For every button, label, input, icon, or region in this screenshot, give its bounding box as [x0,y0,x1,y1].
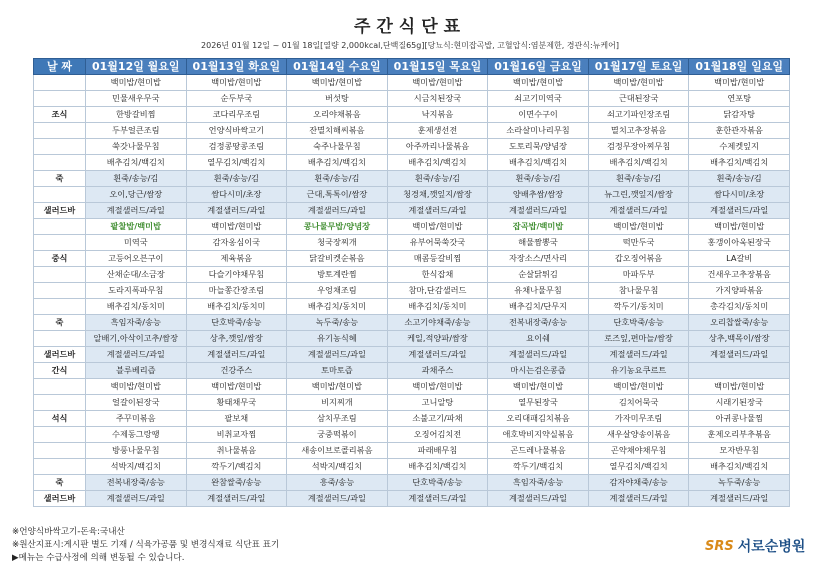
lunch-salad-cell: 계절샐러드/과일 [488,347,589,363]
dinner-menu-cell: 수제동그랑땡 [86,427,187,443]
lunch-menu-cell: 콩나물무밥/양념장 [287,219,388,235]
lunch-menu-cell: 배추김치/동치미 [287,299,388,315]
dinner-porridge-cell: 흥죽/송능 [287,475,388,491]
dinner-salad-cell: 계절샐러드/과일 [287,491,388,507]
lunch-menu-row [34,235,790,251]
lunch-menu-cell: 한식잡채 [387,267,488,283]
row-label-empty [34,283,86,299]
lunch-salad-extra-cell: 알배기,아삭이고추/쌈장 [86,331,187,347]
lunch-salad-extra-cell: 로즈잎,편마늘/쌈장 [588,331,689,347]
lunch-salad-cell: 계절샐러드/과일 [588,347,689,363]
lunch-menu-cell: 배추김치/동치미 [387,299,488,315]
lunch-menu-cell: 청국장찌개 [287,235,388,251]
lunch-menu-cell: LA갈비 [689,251,790,267]
lunch-menu-cell: 총각김치/동치미 [689,299,790,315]
lunch-menu-cell: 마파두부 [588,267,689,283]
row-label-empty [34,123,86,139]
breakfast-menu-cell: 낙지볶음 [387,107,488,123]
dinner-menu-cell: 주꾸미볶음 [86,411,187,427]
dinner-menu-cell: 곤약채야채무침 [588,443,689,459]
breakfast-salad-extra-cell: 쌈다시미/초장 [689,187,790,203]
dinner-porridge-cell: 감자야채죽/송능 [588,475,689,491]
dinner-porridge-cell: 녹두죽/송능 [689,475,790,491]
dinner-menu-cell: 오리대패김치볶음 [488,411,589,427]
breakfast-menu-cell: 도토리묵/양념장 [488,139,589,155]
dinner-menu-row [34,459,790,475]
lunch-porridge-cell: 흑임자죽/송능 [86,315,187,331]
row-label-empty [34,459,86,475]
snack-cell: 마시는검은콩즙 [488,363,589,379]
row-label-empty [34,219,86,235]
dinner-menu-cell: 아귀콩나물찜 [689,411,790,427]
lunch-menu-cell: 백미밥/현미밥 [588,219,689,235]
lunch-salad-cell: 계절샐러드/과일 [287,347,388,363]
dinner-menu-cell: 애호박비지약실볶음 [488,427,589,443]
lunch-porridge-cell: 전복내장죽/송능 [488,315,589,331]
snack-cell [689,363,790,379]
lunch-menu-cell: 잡곡밥/백미밥 [488,219,589,235]
lunch-menu-cell: 유부어묵쑥갓국 [387,235,488,251]
lunch-menu-cell: 백미밥/현미밥 [186,219,287,235]
header-row [34,59,790,75]
hospital-logo [705,536,805,556]
lunch-salad-extra-cell: 요이쉐 [488,331,589,347]
breakfast-menu-cell: 연포탕 [689,91,790,107]
lunch-salad-extra-cell: 상추,깻잎/쌈장 [186,331,287,347]
breakfast-menu-cell: 한방갈비찜 [86,107,187,123]
breakfast-salad-extra-cell: 근대,톡톡이/쌈장 [287,187,388,203]
lunch-porridge-label: 죽 [34,315,86,331]
breakfast-menu-cell: 백미밥/현미밥 [689,75,790,91]
lunch-menu-cell: 참나물무침 [588,283,689,299]
breakfast-menu-cell: 백미밥/현미밥 [186,75,287,91]
lunch-porridge-cell: 소고기야채죽/송능 [387,315,488,331]
dinner-menu-row [34,427,790,443]
dinner-menu-cell: 백미밥/현미밥 [86,379,187,395]
snack-label: 간식 [34,363,86,379]
lunch-menu-cell: 마늘쫑간장조림 [186,283,287,299]
breakfast-porridge-cell: 흰죽/송능/김 [186,171,287,187]
row-label-empty [34,395,86,411]
lunch-label: 중식 [34,251,86,267]
breakfast-porridge-label: 죽 [34,171,86,187]
lunch-menu-cell: 우엉채조림 [287,283,388,299]
dinner-menu-cell: 소불고기/파채 [387,411,488,427]
breakfast-menu-cell: 언양식바싹고기 [186,123,287,139]
lunch-menu-cell: 배추김치/단무지 [488,299,589,315]
lunch-menu-cell: 매콤등갈비찜 [387,251,488,267]
breakfast-porridge-cell: 흰죽/송능/김 [387,171,488,187]
date-corner-header: 날 짜 [34,59,86,75]
dinner-menu-cell: 백미밥/현미밥 [689,379,790,395]
snack-cell: 유기농요쿠르트 [588,363,689,379]
lunch-salad-cell: 계절샐러드/과일 [387,347,488,363]
dinner-menu-cell: 비취교자찜 [186,427,287,443]
dinner-menu-row [34,379,790,395]
lunch-menu-cell: 도라지폭파무침 [86,283,187,299]
page-title: 주간식단표 [353,17,467,37]
breakfast-menu-cell: 숙주나물무침 [287,139,388,155]
breakfast-salad-extra-cell: 오이,당근/쌈장 [86,187,187,203]
dinner-menu-cell: 깍두기/백김치 [186,459,287,475]
dinner-menu-cell: 파래배무침 [387,443,488,459]
dinner-menu-row [34,411,790,427]
lunch-menu-cell: 다슬기야채무침 [186,267,287,283]
breakfast-salad-extra-row [34,187,790,203]
lunch-menu-row [34,219,790,235]
lunch-menu-cell: 유채나물무침 [488,283,589,299]
breakfast-menu-cell: 순두부국 [186,91,287,107]
lunch-porridge-cell: 녹두죽/송능 [287,315,388,331]
breakfast-porridge-row [34,171,790,187]
dinner-menu-cell: 방풍나물무침 [86,443,187,459]
breakfast-salad-cell: 계절샐러드/과일 [488,203,589,219]
breakfast-salad-label: 샐러드바 [34,203,86,219]
row-label-empty [34,91,86,107]
dinner-menu-cell: 곤드레나물볶음 [488,443,589,459]
row-label-empty [34,139,86,155]
dinner-porridge-label: 죽 [34,475,86,491]
logo-mark-icon: SRS [705,538,734,554]
breakfast-menu-cell: 백미밥/현미밥 [86,75,187,91]
breakfast-menu-cell: 백미밥/현미밥 [387,75,488,91]
lunch-menu-cell: 배추김치/동치미 [86,299,187,315]
dinner-salad-cell: 계절샐러드/과일 [387,491,488,507]
breakfast-salad-extra-cell: 뉴그린,깻잎지/쌈장 [588,187,689,203]
breakfast-menu-cell: 오리야채볶음 [287,107,388,123]
dinner-menu-cell: 깍두기/백김치 [488,459,589,475]
dinner-menu-cell: 열무된장국 [488,395,589,411]
breakfast-salad-extra-cell: 쌈다시미/초장 [186,187,287,203]
lunch-menu-row [34,251,790,267]
breakfast-menu-cell: 열무김치/백김치 [186,155,287,171]
lunch-porridge-cell: 단호박죽/송능 [186,315,287,331]
row-label-empty [34,299,86,315]
lunch-salad-extra-cell: 유기농식혜 [287,331,388,347]
dinner-menu-cell: 백미밥/현미밥 [387,379,488,395]
snack-cell: 블루베리즙 [86,363,187,379]
dinner-menu-cell: 황태채무국 [186,395,287,411]
row-label-empty [34,155,86,171]
dinner-menu-cell: 배추김치/백김치 [689,459,790,475]
breakfast-menu-cell: 백미밥/현미밥 [287,75,388,91]
breakfast-salad-cell: 계절샐러드/과일 [186,203,287,219]
lunch-menu-row [34,283,790,299]
lunch-menu-row [34,299,790,315]
breakfast-menu-cell: 쑥갓나물무침 [86,139,187,155]
dinner-menu-cell: 열무김치/백김치 [588,459,689,475]
day-header-fri: 01월16일 금요일 [488,59,589,75]
breakfast-menu-cell: 버섯탕 [287,91,388,107]
breakfast-menu-cell: 근대된장국 [588,91,689,107]
row-label-empty [34,235,86,251]
lunch-salad-row [34,347,790,363]
dinner-menu-cell: 비지찌개 [287,395,388,411]
breakfast-porridge-cell: 흰죽/송능/김 [86,171,187,187]
dinner-salad-row [34,491,790,507]
lunch-menu-cell: 갑오징어볶음 [588,251,689,267]
lunch-menu-cell: 팥찰밥/백미밥 [86,219,187,235]
breakfast-menu-cell: 잔멸치해씨볶음 [287,123,388,139]
breakfast-menu-cell: 두부얼큰조림 [86,123,187,139]
breakfast-menu-cell: 닭감자탕 [689,107,790,123]
breakfast-menu-cell: 이면수구이 [488,107,589,123]
breakfast-menu-row [34,107,790,123]
day-header-sat: 01월17일 토요일 [588,59,689,75]
lunch-salad-extra-cell: 케일,적양파/쌈장 [387,331,488,347]
dinner-porridge-cell: 흑임자죽/송능 [488,475,589,491]
dinner-menu-cell: 백미밥/현미밥 [287,379,388,395]
row-label-empty [34,75,86,91]
lunch-porridge-row [34,315,790,331]
breakfast-menu-cell: 백미밥/현미밥 [488,75,589,91]
breakfast-menu-cell: 검정무장아찌무침 [588,139,689,155]
dinner-menu-cell: 오징어김치전 [387,427,488,443]
breakfast-salad-cell: 계절샐러드/과일 [689,203,790,219]
breakfast-menu-cell: 쇠고기파인장조림 [588,107,689,123]
dinner-menu-cell: 배추김치/백김치 [387,459,488,475]
breakfast-salad-cell: 계절샐러드/과일 [86,203,187,219]
dinner-menu-cell: 새송이브로콜리볶음 [287,443,388,459]
row-label-empty [34,187,86,203]
dinner-menu-cell: 삼치무조림 [287,411,388,427]
dinner-menu-cell: 고니알탕 [387,395,488,411]
breakfast-menu-cell: 배추김치/백김치 [488,155,589,171]
lunch-menu-cell: 배추김치/동치미 [186,299,287,315]
lunch-menu-cell: 산채순대/소금장 [86,267,187,283]
breakfast-menu-cell: 배추김치/백김치 [588,155,689,171]
lunch-menu-cell: 닭갈비켓순볶음 [287,251,388,267]
dinner-salad-cell: 계절샐러드/과일 [588,491,689,507]
lunch-menu-cell: 백미밥/현미밥 [387,219,488,235]
lunch-menu-cell: 해물짬뽕국 [488,235,589,251]
lunch-menu-cell: 홍갱이아욱된장국 [689,235,790,251]
breakfast-menu-row [34,155,790,171]
dinner-salad-cell: 계절샐러드/과일 [488,491,589,507]
lunch-menu-cell: 순살닭튀김 [488,267,589,283]
breakfast-menu-row [34,123,790,139]
breakfast-salad-cell: 계절샐러드/과일 [287,203,388,219]
row-label-empty [34,427,86,443]
breakfast-porridge-cell: 흰죽/송능/김 [287,171,388,187]
lunch-salad-extra-row [34,331,790,347]
dinner-menu-cell: 궁중떡볶이 [287,427,388,443]
breakfast-porridge-cell: 흰죽/송능/김 [588,171,689,187]
lunch-menu-cell: 자장소스/면사리 [488,251,589,267]
breakfast-menu-cell: 검정콩땅콩조림 [186,139,287,155]
breakfast-menu-cell: 민물새우무국 [86,91,187,107]
row-label-empty [34,443,86,459]
day-header-wed: 01월14일 수요일 [287,59,388,75]
breakfast-salad-cell: 계절샐러드/과일 [387,203,488,219]
lunch-menu-cell: 참마,단감샐러드 [387,283,488,299]
breakfast-menu-cell: 훈한관자볶음 [689,123,790,139]
snack-row [34,363,790,379]
lunch-menu-row [34,267,790,283]
logo-text: 서로순병원 [737,539,806,555]
breakfast-porridge-cell: 흰죽/송능/김 [488,171,589,187]
dinner-porridge-cell: 단호박죽/송능 [387,475,488,491]
lunch-porridge-cell: 단호박죽/송능 [588,315,689,331]
breakfast-menu-cell: 배추김치/백김치 [387,155,488,171]
dinner-menu-row [34,395,790,411]
page-subtitle: 2026년 01월 12일 ~ 01월 18일[열량 2,000kcal,단백질65g][당뇨식:현미잡곡밥, 고혈압식:염분제한, 경관식:뉴케어] [201,41,619,50]
dinner-label: 석식 [34,411,86,427]
dinner-menu-row [34,443,790,459]
dinner-menu-cell: 석박지/백김치 [287,459,388,475]
lunch-salad-cell: 계절샐러드/과일 [86,347,187,363]
dinner-menu-cell: 취나물볶음 [186,443,287,459]
lunch-porridge-cell: 오리찹쌀죽/송능 [689,315,790,331]
dinner-menu-cell: 새우살양송이볶음 [588,427,689,443]
breakfast-salad-cell: 계절샐러드/과일 [588,203,689,219]
breakfast-menu-cell: 훈제생선전 [387,123,488,139]
dinner-menu-cell: 시래기된장국 [689,395,790,411]
dinner-porridge-cell: 완참쌀죽/송능 [186,475,287,491]
day-header-tue: 01월13일 화요일 [186,59,287,75]
footer-notes [12,526,279,565]
breakfast-menu-row [34,91,790,107]
lunch-menu-cell: 백미밥/현미밥 [689,219,790,235]
lunch-menu-cell: 떡만두국 [588,235,689,251]
lunch-menu-cell: 건새우고추장볶음 [689,267,790,283]
snack-cell: 토마토즙 [287,363,388,379]
dinner-salad-cell: 계절샐러드/과일 [86,491,187,507]
dinner-menu-cell: 백미밥/현미밥 [488,379,589,395]
dinner-menu-cell: 얼갈이된장국 [86,395,187,411]
breakfast-menu-cell: 배추김치/백김치 [86,155,187,171]
dinner-menu-cell: 백미밥/현미밥 [186,379,287,395]
breakfast-menu-cell: 배추김치/백김치 [287,155,388,171]
lunch-menu-cell: 깍두기/동치미 [588,299,689,315]
snack-cell: 건강주스 [186,363,287,379]
breakfast-menu-cell: 쇠고기미역국 [488,91,589,107]
dinner-menu-cell: 훈제오리부추볶음 [689,427,790,443]
dinner-salad-cell: 계절샐러드/과일 [186,491,287,507]
breakfast-menu-cell: 코다리무조림 [186,107,287,123]
weekly-menu-table [33,58,790,507]
breakfast-menu-cell: 시금치된장국 [387,91,488,107]
footer-origin-display-note: ※원산지표시:게시판 별도 기재 / 식육가공품 및 변경식재료 식단표 표기 [12,540,280,550]
breakfast-salad-row [34,203,790,219]
lunch-salad-extra-cell: 상추,백목이/쌈장 [689,331,790,347]
snack-cell: 과채주스 [387,363,488,379]
lunch-menu-cell: 가지양파볶음 [689,283,790,299]
row-label-empty [34,267,86,283]
dinner-menu-cell: 백미밥/현미밥 [588,379,689,395]
row-label-empty [34,331,86,347]
lunch-salad-cell: 계절샐러드/과일 [186,347,287,363]
dinner-menu-cell: 가자미무조림 [588,411,689,427]
breakfast-menu-cell: 소라살미나리무침 [488,123,589,139]
breakfast-salad-extra-cell: 양배추쌈/쌈장 [488,187,589,203]
dinner-porridge-cell: 전복내장죽/송능 [86,475,187,491]
dinner-menu-cell: 모자반무침 [689,443,790,459]
lunch-menu-cell: 제육볶음 [186,251,287,267]
breakfast-menu-row [34,75,790,91]
day-header-thu: 01월15일 목요일 [387,59,488,75]
row-label-empty [34,379,86,395]
lunch-menu-cell: 고등어오븐구이 [86,251,187,267]
dinner-salad-cell: 계절샐러드/과일 [689,491,790,507]
breakfast-salad-extra-cell: 청경채,깻잎지/쌈장 [387,187,488,203]
dinner-menu-cell: 석박지/백김치 [86,459,187,475]
breakfast-label: 조식 [34,107,86,123]
breakfast-menu-cell: 아주까리나물볶음 [387,139,488,155]
breakfast-menu-cell: 멸치고추장볶음 [588,123,689,139]
day-header-mon: 01월12일 월요일 [86,59,187,75]
footer-origin-note: ※언양식바싹고기-돈육:국내산 [12,527,125,537]
breakfast-menu-cell: 수제켓잎지 [689,139,790,155]
dinner-salad-label: 샐러드바 [34,491,86,507]
menu-body [34,75,790,507]
footer-change-note: ▶메뉴는 수급사정에 의해 변동될 수 있습니다. [12,553,185,563]
dinner-menu-cell: 김치어묵국 [588,395,689,411]
lunch-menu-cell: 미역국 [86,235,187,251]
lunch-menu-cell: 감자옹심이국 [186,235,287,251]
dinner-menu-cell: 팔보채 [186,411,287,427]
breakfast-porridge-cell: 흰죽/송능/김 [689,171,790,187]
lunch-salad-label: 샐러드바 [34,347,86,363]
breakfast-menu-row [34,139,790,155]
breakfast-menu-cell: 배추김치/백김치 [689,155,790,171]
day-header-sun: 01월18일 일요일 [689,59,790,75]
lunch-menu-cell: 방토계란찜 [287,267,388,283]
lunch-salad-cell: 계절샐러드/과일 [689,347,790,363]
breakfast-menu-cell: 백미밥/현미밥 [588,75,689,91]
dinner-porridge-row [34,475,790,491]
